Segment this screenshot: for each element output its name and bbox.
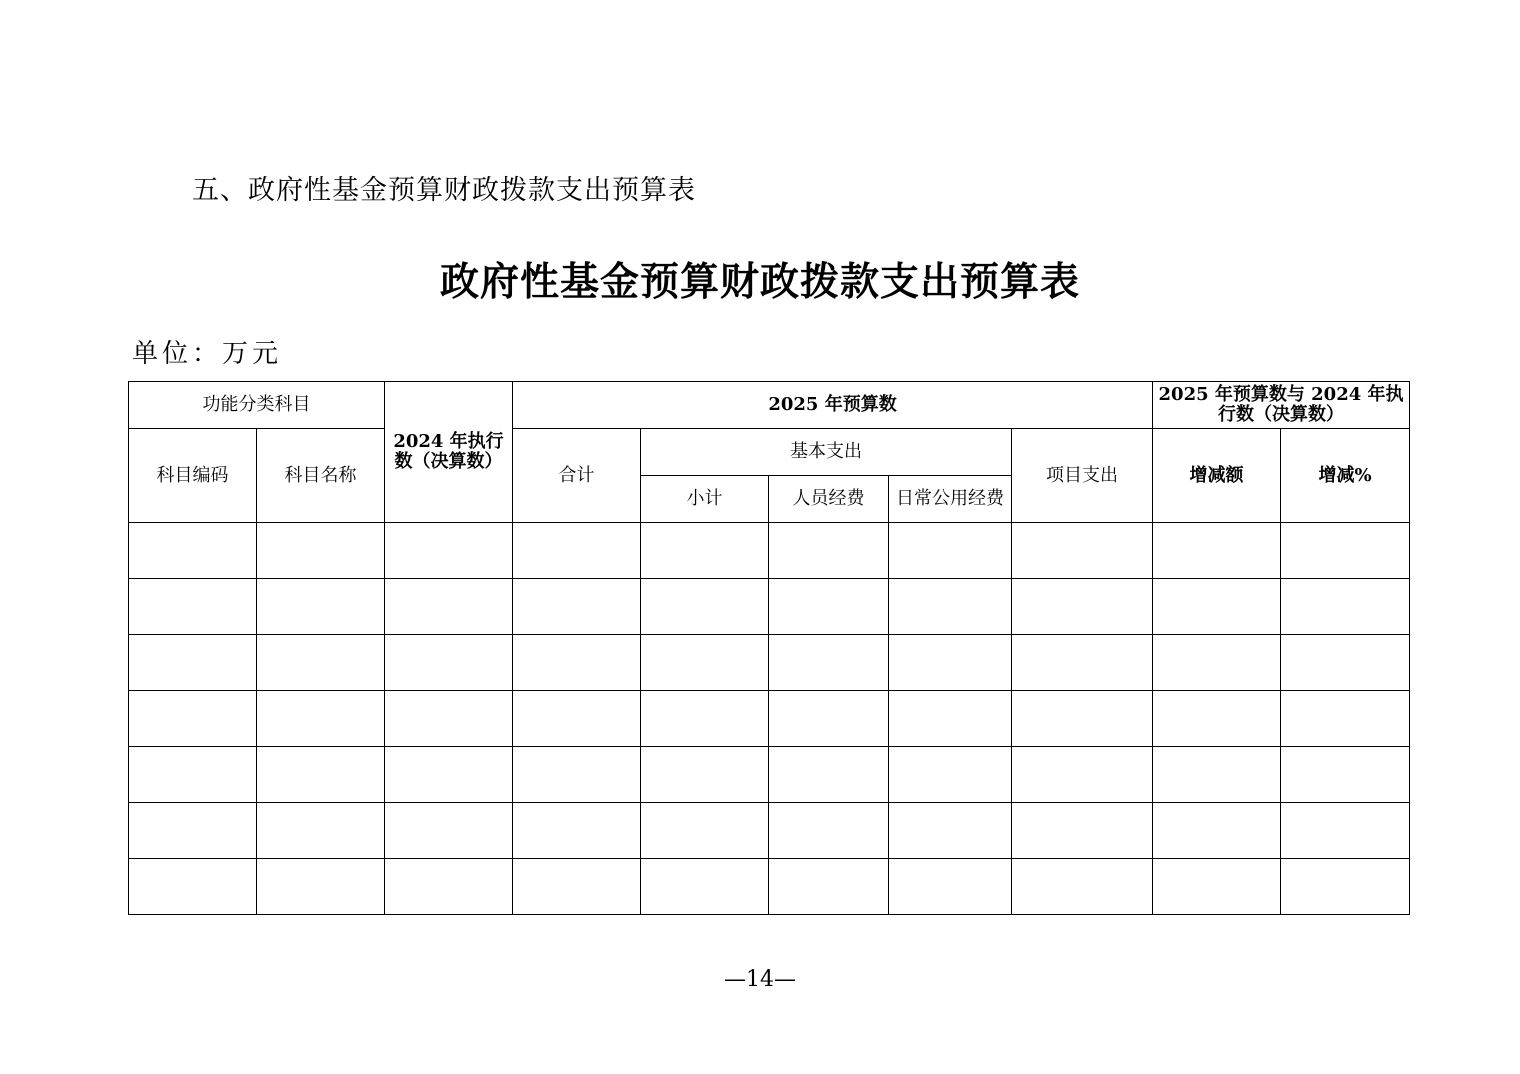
header-change-amount: 增减额 — [1153, 429, 1281, 523]
table-cell — [889, 579, 1012, 635]
table-cell — [513, 747, 641, 803]
table-cell — [513, 691, 641, 747]
header-execution-2024: 2024 年执行数（决算数） — [385, 382, 513, 523]
table-cell — [385, 579, 513, 635]
table-row — [129, 523, 1410, 579]
table-cell — [1153, 803, 1281, 859]
table-cell — [129, 635, 257, 691]
table-cell — [513, 635, 641, 691]
table-cell — [385, 803, 513, 859]
table-cell — [889, 803, 1012, 859]
table-cell — [889, 523, 1012, 579]
table-cell — [129, 859, 257, 915]
table-cell — [385, 635, 513, 691]
table-cell — [385, 523, 513, 579]
table-cell — [1012, 747, 1153, 803]
table-cell — [257, 635, 385, 691]
table-cell — [129, 803, 257, 859]
header-subject-code: 科目编码 — [129, 429, 257, 523]
table-cell — [129, 523, 257, 579]
table-row — [129, 803, 1410, 859]
table-cell — [641, 579, 769, 635]
header-daily-public-expenses: 日常公用经费 — [889, 476, 1012, 523]
table-cell — [513, 523, 641, 579]
header-change-percent: 增减% — [1281, 429, 1410, 523]
table-cell — [385, 747, 513, 803]
header-comparison: 2025 年预算数与 2024 年执行数（决算数） — [1153, 382, 1410, 429]
section-heading: 五、政府性基金预算财政拨款支出预算表 — [192, 175, 696, 206]
table-cell — [129, 579, 257, 635]
header-total: 合计 — [513, 429, 641, 523]
table-cell — [769, 859, 889, 915]
table-cell — [1153, 859, 1281, 915]
table-cell — [385, 859, 513, 915]
table-cell — [257, 803, 385, 859]
table-cell — [769, 635, 889, 691]
table-cell — [769, 579, 889, 635]
header-budget-2025: 2025 年预算数 — [513, 382, 1153, 429]
table-row — [129, 635, 1410, 691]
table-cell — [1012, 859, 1153, 915]
table-cell — [129, 691, 257, 747]
table-cell — [1153, 747, 1281, 803]
table-cell — [641, 803, 769, 859]
table-cell — [889, 691, 1012, 747]
table-cell — [1281, 803, 1410, 859]
table-cell — [1153, 691, 1281, 747]
table-cell — [1012, 579, 1153, 635]
table-header — [129, 382, 1410, 523]
table-body — [129, 523, 1410, 915]
table-cell — [1153, 523, 1281, 579]
table-cell — [513, 859, 641, 915]
table-cell — [129, 747, 257, 803]
table-cell — [1281, 523, 1410, 579]
table-cell — [769, 691, 889, 747]
table-cell — [257, 579, 385, 635]
table-cell — [257, 691, 385, 747]
budget-table — [128, 381, 1410, 915]
table-cell — [889, 635, 1012, 691]
table-cell — [1281, 691, 1410, 747]
table-cell — [1153, 635, 1281, 691]
table-cell — [1281, 579, 1410, 635]
header-row-1 — [129, 382, 1410, 429]
table-cell — [1281, 859, 1410, 915]
table-cell — [641, 635, 769, 691]
unit-label: 单位：万元 — [132, 339, 283, 369]
table-cell — [513, 579, 641, 635]
table-cell — [513, 803, 641, 859]
table-cell — [641, 859, 769, 915]
table-cell — [257, 747, 385, 803]
header-basic-expenditure: 基本支出 — [641, 429, 1012, 476]
page-number: —14— — [724, 967, 796, 992]
page-title: 政府性基金预算财政拨款支出预算表 — [439, 259, 1080, 305]
table-row — [129, 747, 1410, 803]
table-cell — [769, 747, 889, 803]
table-cell — [385, 691, 513, 747]
header-subject-name: 科目名称 — [257, 429, 385, 523]
table-row — [129, 859, 1410, 915]
table-cell — [769, 803, 889, 859]
table-cell — [1012, 635, 1153, 691]
table-cell — [1153, 579, 1281, 635]
table-cell — [1012, 691, 1153, 747]
table-cell — [1012, 523, 1153, 579]
header-personnel-expenses: 人员经费 — [769, 476, 889, 523]
table-cell — [889, 859, 1012, 915]
table-cell — [641, 691, 769, 747]
table-cell — [1281, 747, 1410, 803]
table-cell — [1012, 803, 1153, 859]
table-cell — [769, 523, 889, 579]
table-cell — [641, 747, 769, 803]
table-cell — [889, 747, 1012, 803]
table-row — [129, 579, 1410, 635]
header-functional-category: 功能分类科目 — [129, 382, 385, 429]
table-cell — [257, 523, 385, 579]
table-cell — [1281, 635, 1410, 691]
header-row-2 — [129, 429, 1410, 476]
table-row — [129, 691, 1410, 747]
header-subtotal: 小计 — [641, 476, 769, 523]
table-cell — [641, 523, 769, 579]
header-project-expenditure: 项目支出 — [1012, 429, 1153, 523]
table-cell — [257, 859, 385, 915]
